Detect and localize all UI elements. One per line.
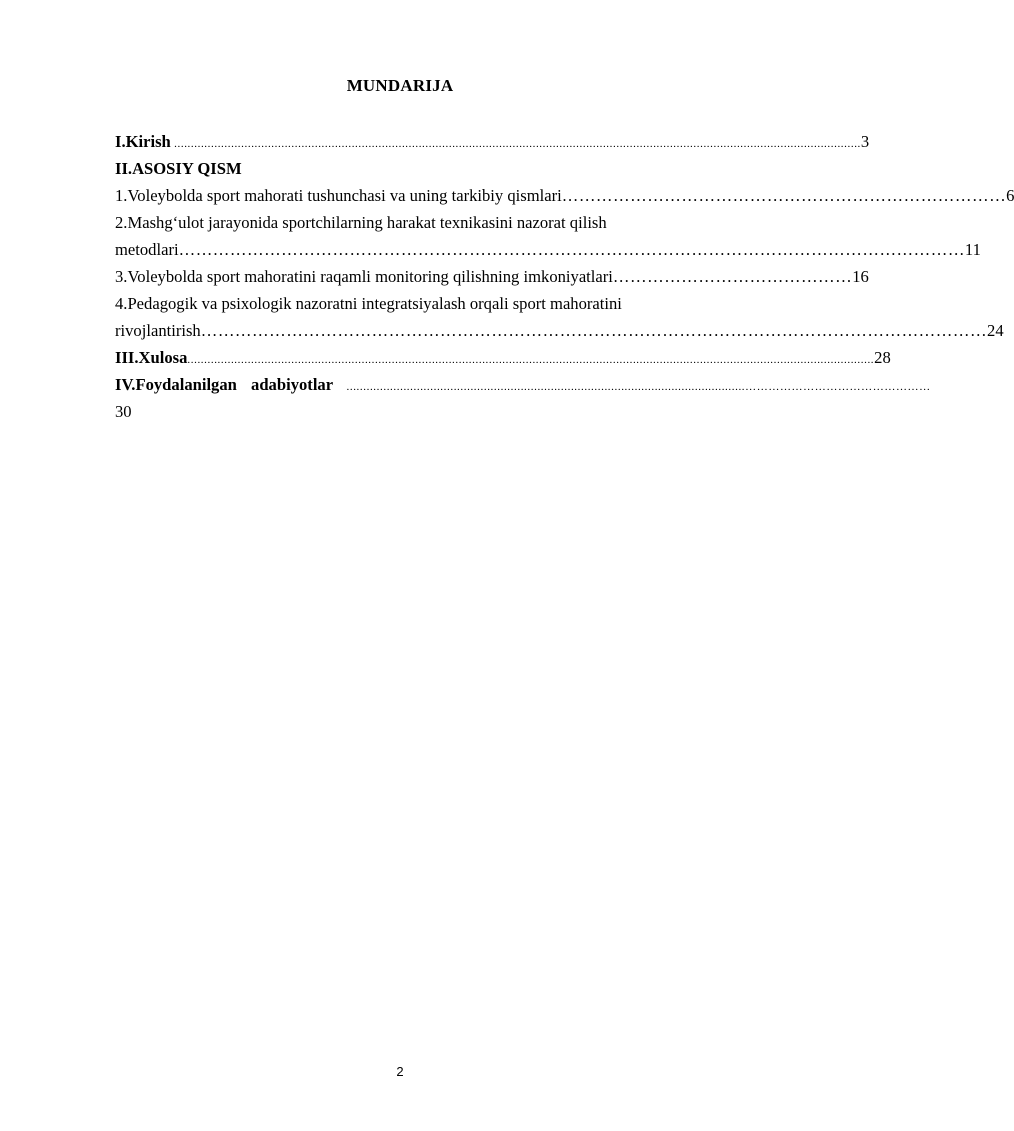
toc-dot-leader: .............................................................................................................................................................................................................	[170, 138, 861, 150]
toc-section-heading	[115, 155, 741, 182]
toc-entry-label: 3.Voleybolda sport mahoratini raqamli monitoring qilishning imkoniyatlari	[115, 267, 613, 286]
toc-entry-1	[115, 182, 1014, 209]
toc-dot-leader: …………………………………………………………………………………………………………………………	[200, 321, 988, 340]
toc-dot-leader: .......................................................................................................................…………………………………………	[333, 381, 931, 393]
toc-dot-leader: ……………………………………………………………………	[561, 186, 1007, 205]
toc-entry-kirish	[115, 128, 870, 155]
toc-entry-2-line-1	[115, 209, 741, 236]
toc-entry-xulosa	[115, 344, 891, 371]
toc-entry-page: 3	[860, 132, 870, 151]
toc-entry-adabiyotlar	[115, 371, 931, 398]
toc-entry-3	[115, 263, 869, 290]
toc-entry-page: 6	[1006, 186, 1014, 205]
page-title: MUNDARIJA	[346, 76, 454, 95]
toc-entry-label: III.Xulosa	[115, 348, 188, 367]
toc-entry-label: rivojlantirish	[115, 321, 201, 340]
toc-entry-label: metodlari	[115, 240, 179, 259]
table-of-contents	[115, 128, 1014, 425]
toc-entry-page: 11	[964, 240, 981, 259]
toc-entry-label: 2.Mashg‘ulot jarayonida sportchilarning harakat texnikasini nazorat qilish	[115, 213, 607, 232]
page-number: 2	[396, 1064, 404, 1079]
toc-entry-label: 4.Pedagogik va psixologik nazoratni integratsiyalash orqali sport mahoratini	[115, 294, 622, 313]
toc-entry-4-line-1	[115, 290, 741, 317]
toc-dot-leader: ……………………………………	[612, 267, 853, 286]
toc-entry-4-line-2	[115, 317, 1004, 344]
toc-entry-label: 1.Voleybolda sport mahorati tushunchasi va uning tarkibiy qismlari	[115, 186, 562, 205]
toc-entry-label: I.Kirish	[115, 132, 171, 151]
toc-entry-label: IV.Foydalanilgan adabiyotlar	[115, 375, 334, 394]
toc-entry-page: 24	[987, 321, 1004, 340]
toc-entry-label: II.ASOSIY QISM	[115, 159, 242, 178]
toc-entry-2-line-2	[115, 236, 981, 263]
toc-entry-adabiyotlar-page	[115, 398, 741, 425]
toc-dot-leader: .............................................................................................................................................................................................................	[187, 354, 875, 366]
toc-entry-page: 16	[852, 267, 869, 286]
toc-entry-page: 28	[874, 348, 891, 367]
toc-entry-page: 30	[115, 402, 132, 421]
toc-dot-leader: …………………………………………………………………………………………………………………………	[178, 240, 965, 259]
